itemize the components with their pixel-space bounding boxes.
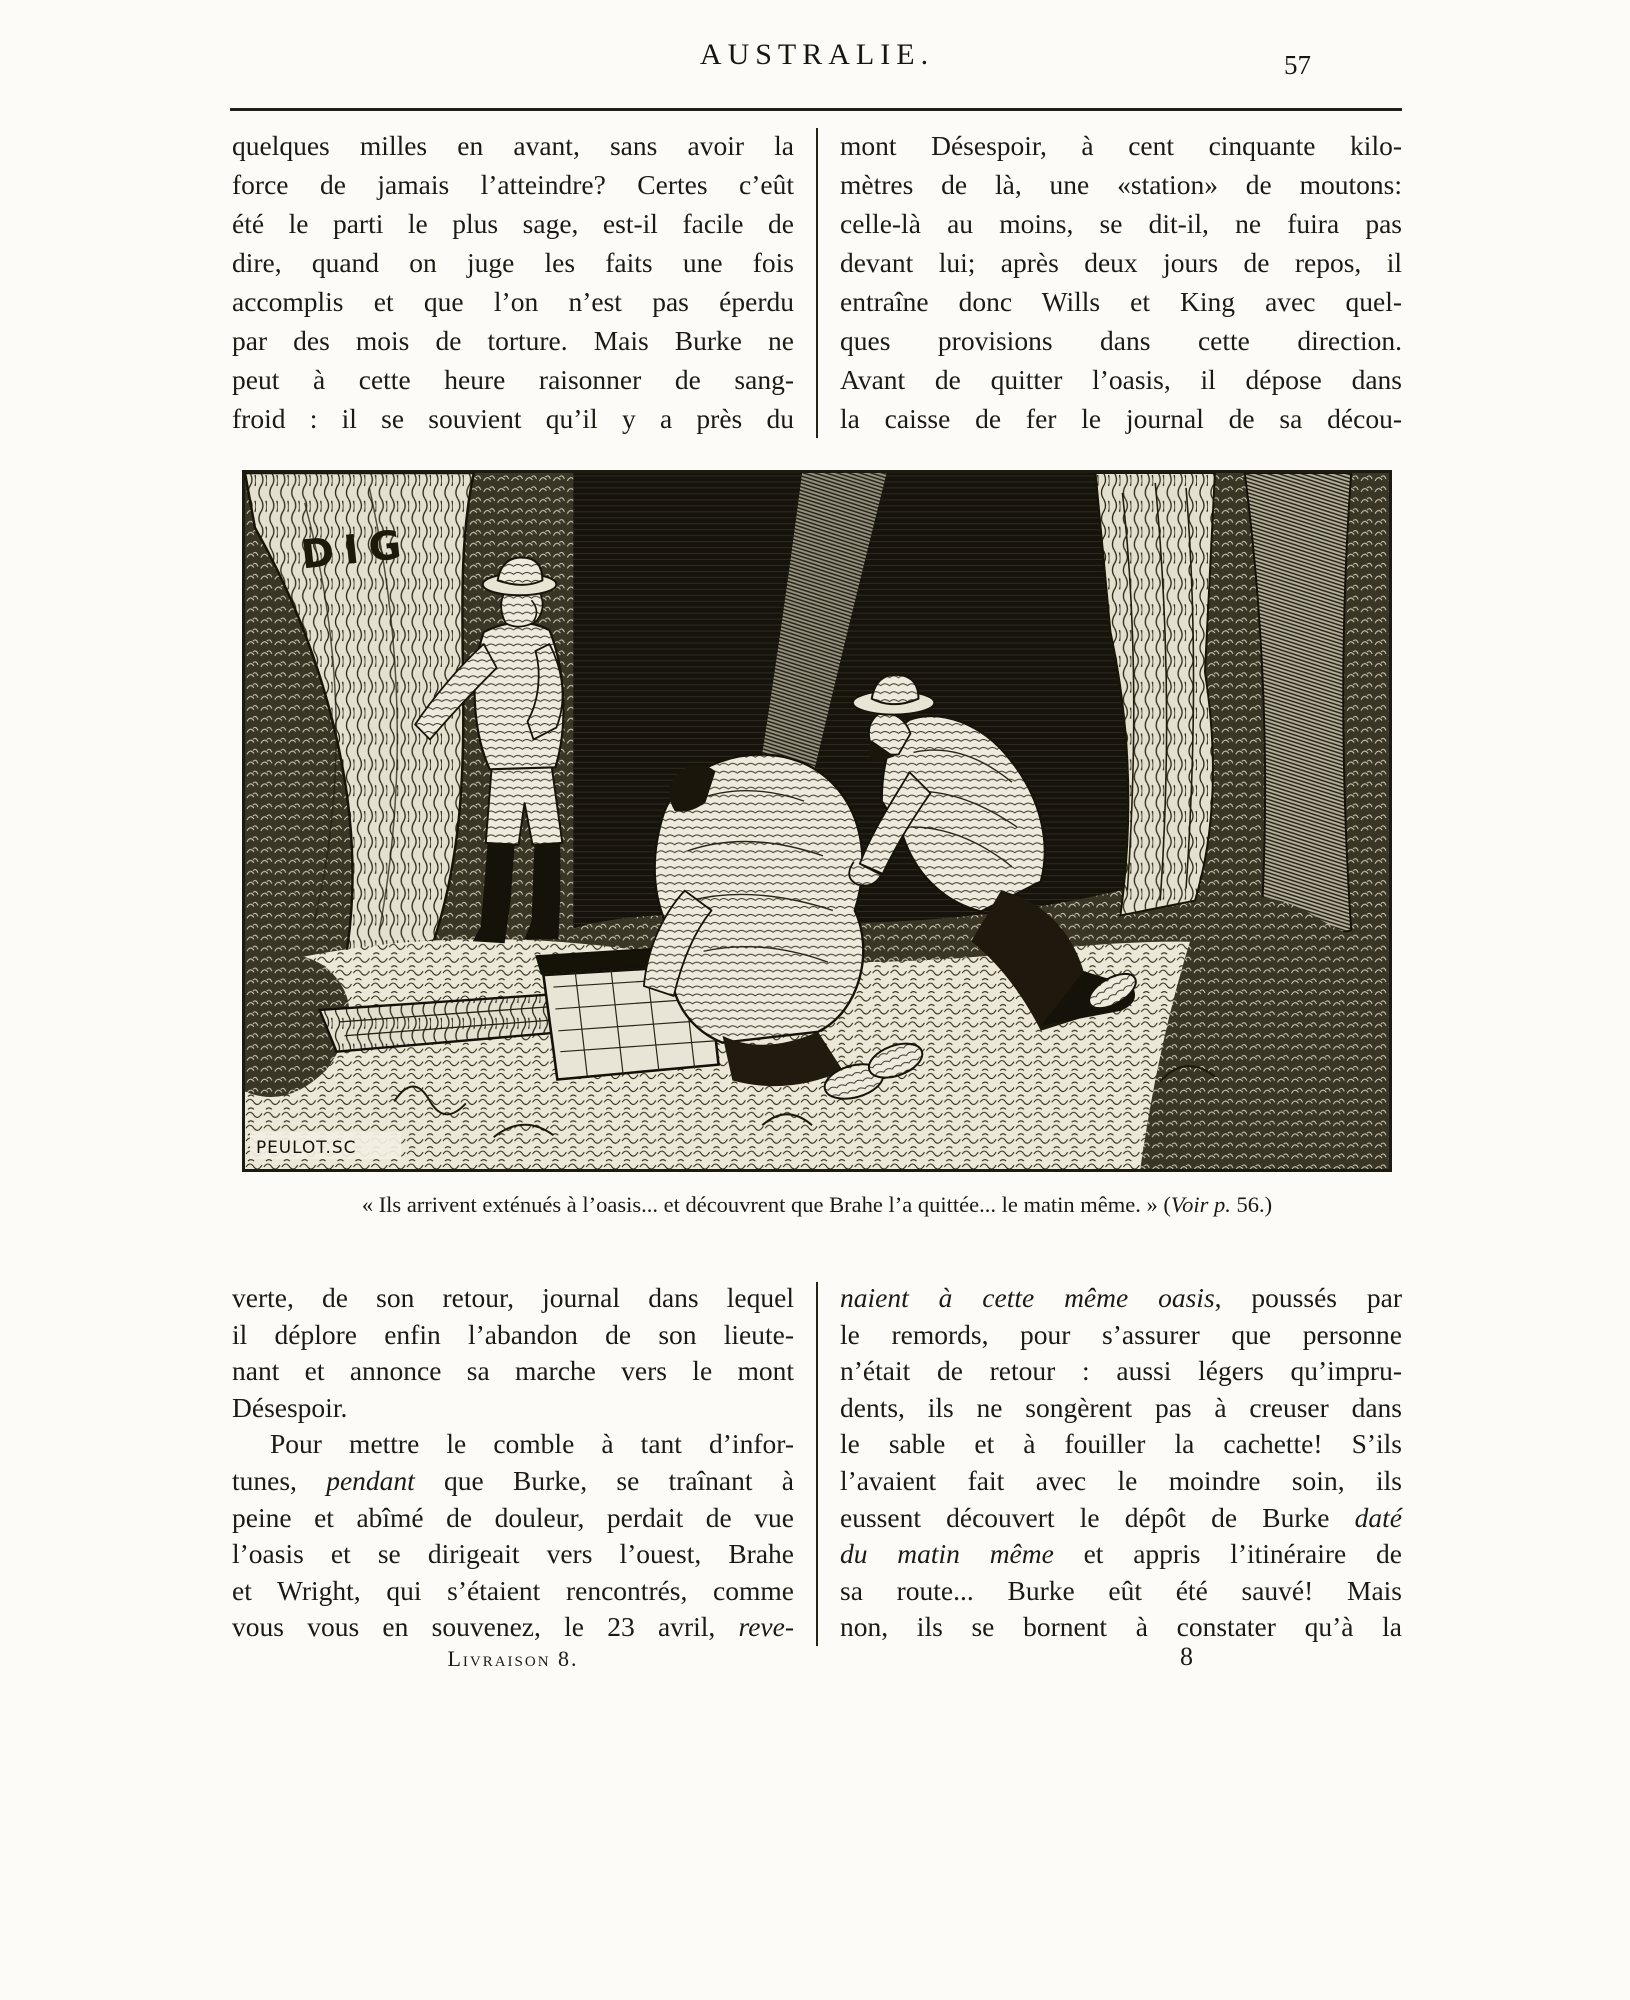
text-line [840, 282, 1402, 321]
text-segment: Désespoir. [232, 1391, 348, 1423]
text-segment: que Burke, se traînant à [414, 1464, 794, 1496]
text-segment: 56.) [1230, 1192, 1273, 1217]
text-line [232, 126, 794, 165]
text-segment: l’avaient fait avec le moindre soin, ils [840, 1464, 1402, 1496]
text-line [232, 1500, 794, 1537]
text-segment: et Wright, qui s’étaient rencontrés, comme [232, 1574, 794, 1606]
text-line [840, 321, 1402, 360]
text-line [232, 1390, 794, 1427]
text-line [840, 204, 1402, 243]
page-number: 57 [1284, 50, 1311, 80]
text-segment: nant et annonce sa marche vers le mont [232, 1355, 794, 1387]
text-line [232, 321, 794, 360]
text-segment: Pour mettre le comble à tant d’infor- [270, 1428, 794, 1460]
text-line [840, 1536, 1402, 1573]
text-segment: n’était de retour : aussi légers qu’impru- [840, 1355, 1402, 1387]
top-text-block [232, 126, 1402, 438]
bottom-right-column [840, 1280, 1402, 1646]
text-segment: sa route... Burke eût été sauvé! Mais [840, 1574, 1402, 1606]
header-rule [230, 108, 1402, 111]
column-divider [816, 128, 818, 438]
text-segment: non, ils se bornent à constater qu’à la [840, 1611, 1402, 1643]
engraving-illustration [242, 470, 1392, 1172]
text-segment: tunes, [232, 1464, 327, 1496]
top-left-column [232, 126, 794, 438]
text-segment: mètres de là, une «station» de moutons: [840, 169, 1402, 200]
text-segment: entraîne donc Wills et King avec quel- [840, 286, 1402, 317]
text-segment: du matin même [840, 1538, 1054, 1570]
text-segment: , poussés par [1214, 1282, 1402, 1313]
text-segment: l’oasis et se dirigeait vers l’ouest, Brahe [232, 1538, 794, 1570]
text-segment: force de jamais l’atteindre? Certes c’eût [232, 169, 794, 200]
text-segment: vous vous en souvenez, le 23 avril, [232, 1611, 739, 1643]
text-segment: pendant [326, 1464, 415, 1496]
livraison-footer: Livraison 8. [447, 1646, 579, 1671]
text-segment: daté [1354, 1501, 1402, 1533]
text-line [840, 1426, 1402, 1463]
text-line [232, 1536, 794, 1573]
text-segment: par des mois de torture. Mais Burke ne [232, 325, 794, 356]
text-segment: verte, de son retour, journal dans lequel [232, 1282, 794, 1313]
text-segment: celle-là au moins, se dit-il, ne fuira pas [840, 208, 1402, 239]
engraver-signature [250, 1132, 401, 1159]
text-line [232, 1317, 794, 1354]
text-line [840, 1280, 1402, 1317]
text-line [840, 1609, 1402, 1646]
text-segment: le sable et à fouiller la cachette! S’ils [840, 1428, 1402, 1460]
text-line [232, 1609, 794, 1646]
text-segment: eussent découvert le dépôt de Burke [840, 1501, 1355, 1533]
text-line [232, 243, 794, 282]
bottom-left-column [232, 1280, 794, 1646]
text-line [840, 126, 1402, 165]
text-segment: peine et abîmé de douleur, perdait de vue [232, 1501, 794, 1533]
text-line [232, 1353, 794, 1390]
engraver-signature-text: PEULOT.SC [255, 1137, 357, 1158]
text-segment: dents, ils ne songèrent pas à creuser dans [840, 1391, 1402, 1423]
illustration-caption [232, 1192, 1402, 1218]
text-segment: « Ils arrivent exténués à l’oasis... et découvrent que Brahe l’a quittée... le matin même. » ( [361, 1192, 1171, 1217]
text-segment: mont Désespoir, à cent cinquante kilo- [840, 130, 1402, 161]
text-segment: la caisse de fer le journal de sa décou- [840, 403, 1402, 434]
text-line [840, 1500, 1402, 1537]
running-title: AUSTRALIE. [699, 38, 935, 71]
text-segment: dire, quand on juge les faits une fois [232, 247, 794, 278]
text-line [840, 1317, 1402, 1354]
text-line [232, 399, 794, 438]
text-line [232, 165, 794, 204]
text-segment: devant lui; après deux jours de repos, il [840, 247, 1402, 278]
text-line [232, 1426, 794, 1463]
text-segment: et appris l’itinéraire de [1053, 1538, 1402, 1570]
column-divider [816, 1282, 818, 1646]
text-line [840, 1390, 1402, 1427]
sheet-signature-mark: 8 [1180, 1642, 1193, 1671]
text-segment: naient à cette même oasis [840, 1282, 1215, 1313]
carved-dig-text: DIG [298, 521, 414, 579]
text-line [840, 243, 1402, 282]
engraving-scene [245, 473, 1389, 1169]
bottom-text-block [232, 1280, 1402, 1646]
text-segment: Voir p. [1170, 1192, 1231, 1217]
text-line [232, 282, 794, 321]
text-line [840, 1573, 1402, 1610]
text-segment: peut à cette heure raisonner de sang- [232, 364, 794, 395]
text-line [840, 1463, 1402, 1500]
text-segment: froid : il se souvient qu’il y a près du [232, 403, 794, 434]
text-line [232, 1280, 794, 1317]
text-segment: Avant de quitter l’oasis, il dépose dans [840, 364, 1402, 395]
text-segment: quelques milles en avant, sans avoir la [232, 130, 794, 161]
text-line [232, 1463, 794, 1500]
text-segment: accomplis et que l’on n’est pas éperdu [232, 286, 794, 317]
top-right-column [840, 126, 1402, 438]
text-line [840, 399, 1402, 438]
text-segment: il déplore enfin l’abandon de son lieute- [232, 1318, 794, 1350]
text-segment: ques provisions dans cette direction. [840, 325, 1402, 356]
text-line [840, 1353, 1402, 1390]
text-line [840, 360, 1402, 399]
text-line [840, 165, 1402, 204]
text-segment: été le parti le plus sage, est-il facile de [232, 208, 794, 239]
text-segment: reve- [738, 1611, 794, 1643]
text-line [232, 1573, 794, 1610]
text-line [232, 360, 794, 399]
text-segment: le remords, pour s’assurer que personne [840, 1318, 1402, 1350]
text-line [232, 204, 794, 243]
